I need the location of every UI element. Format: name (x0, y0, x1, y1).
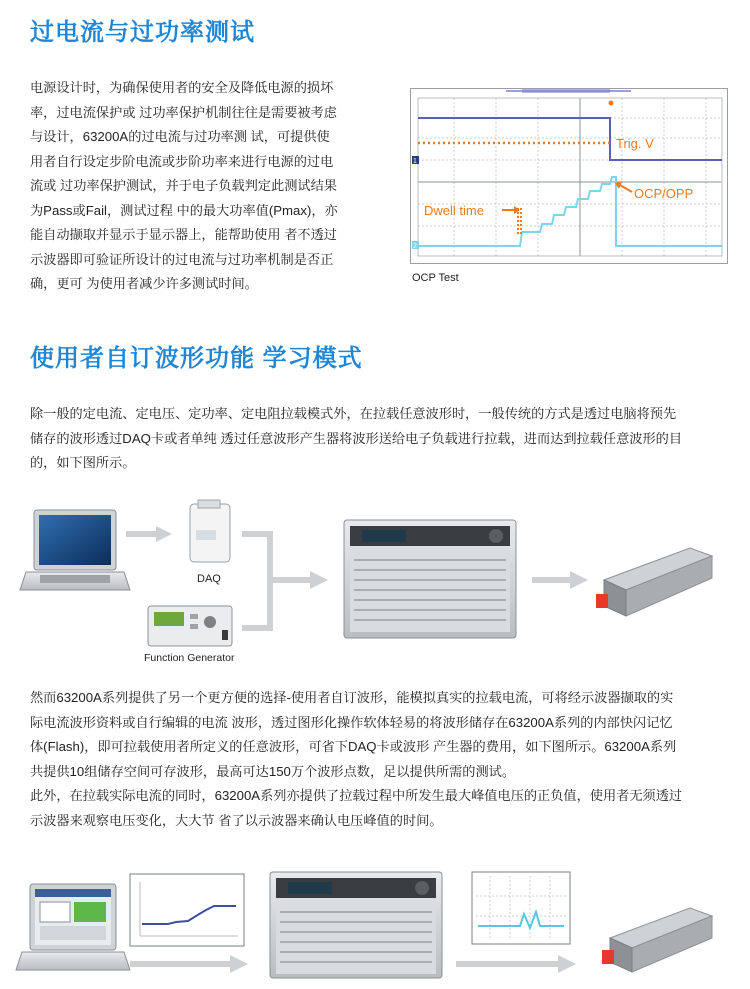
trigger-marker-icon (609, 101, 614, 106)
function-generator-icon (148, 606, 232, 646)
power-supply-module-icon (596, 548, 712, 616)
text-line: 率，过电流保护或 过功率保护机制往往是需要被考虑 (30, 104, 337, 120)
power-supply-module-icon (602, 908, 712, 972)
text-line: 为Pass或Fail，测试过程 中的最大功率值(Pmax)，亦 (30, 202, 338, 218)
arrowhead-icon (310, 571, 328, 589)
user-defined-waveform-diagram (0, 866, 750, 984)
text-line: 确，更可 为使用者减少许多测试时间。 (30, 276, 258, 291)
scope-caption: OCP Test (412, 272, 459, 284)
electronic-load-icon (270, 872, 442, 978)
scope-waveform-icon (472, 872, 570, 944)
ocp-scope-figure (410, 88, 728, 284)
scope-screen (410, 88, 728, 264)
text-line: 的，如下图所示。 (30, 455, 136, 470)
text-line: 能自动撷取并显示于显示器上，能帮助使用 者不透过 (30, 227, 337, 242)
text-line: 体(Flash)，即可拉载使用者所定义的任意波形，可省下DAQ卡或波形 产生器的费用，如下图所示。63200A系列 (30, 739, 677, 754)
electronic-load-icon (344, 520, 516, 638)
arrowhead-icon (156, 526, 172, 542)
text-line: 此外，在拉载实际电流的同时，63200A系列亦提供了拉载过程中所发生最大峰值电压的正负值，使用者无须透过 (30, 788, 683, 803)
dwell-label: Dwell time (424, 203, 484, 218)
text-line: 示波器来观察电压变化，大大节 省了以示波器来确认电压峰值的时间。 (30, 812, 443, 828)
custom-waveform-intro (30, 402, 682, 476)
traditional-setup-diagram (0, 498, 750, 673)
text-line: 除一般的定电流、定电压、定功率、定电阻拉载模式外，在拉载任意波形时，一般传统的方式是透过电脑将预先 (30, 406, 677, 421)
text-line: 储存的波形透过DAQ卡或者单纯 透过任意波形产生器将波形送给电子负载进行拉载，进而达到拉载任意波形的目 (30, 430, 683, 446)
daq-label: DAQ (197, 573, 221, 585)
text-line: 然而63200A系列提供了另一个更方便的选择-使用者自订波形，能模拟真实的拉载电流，可将经示波器撷取的实 (30, 690, 674, 705)
laptop-software-icon (16, 884, 130, 970)
text-line: 共提供10组储存空间可存波形，最高可达150万个波形点数，足以提供所需的测试。 (30, 763, 516, 779)
text-line: 电源设计时，为确保使用者的安全及降低电源的损坏 (30, 80, 334, 95)
daq-device-icon (190, 500, 230, 562)
merge-connector (242, 534, 270, 628)
text-line: 流或 过功率保护测试，并于电子负载判定此测试结果 (30, 178, 337, 193)
custom-waveform-details (30, 686, 682, 833)
text-line: 与设计，63200A的过电流与过功率测 试，可提供使 (30, 129, 330, 144)
trig-label: Trig. V (616, 136, 654, 151)
ocp-label: OCP/OPP (634, 186, 694, 201)
text-line: 示波器即可验证所设计的过电流与过功率机制是否正 (30, 251, 334, 267)
arrowhead-icon (558, 955, 576, 973)
ch2-marker: 2 (413, 243, 417, 250)
section-title-ocp: 过电流与过功率测试 (30, 19, 255, 46)
scope-frame (411, 89, 728, 264)
function-generator-label: Function Generator (144, 652, 235, 664)
ch1-marker: 1 (413, 158, 417, 165)
waveform-chart-icon (130, 874, 244, 946)
laptop-icon (20, 510, 130, 590)
section-title-custom-waveform: 使用者自订波形功能 学习模式 (30, 345, 363, 372)
text-line: 际电流波形资料或自行编辑的电流 波形，透过图形化操作软体轻易的将波形储存在63200A系列的内部快闪记忆 (30, 714, 673, 730)
ocp-description (30, 76, 338, 297)
arrowhead-icon (570, 571, 588, 589)
text-line: 用者自行设定步阶电流或步阶功率来进行电源的过电 (30, 153, 334, 169)
arrowhead-icon (230, 955, 248, 973)
scope-top-bar-inner (522, 89, 610, 93)
